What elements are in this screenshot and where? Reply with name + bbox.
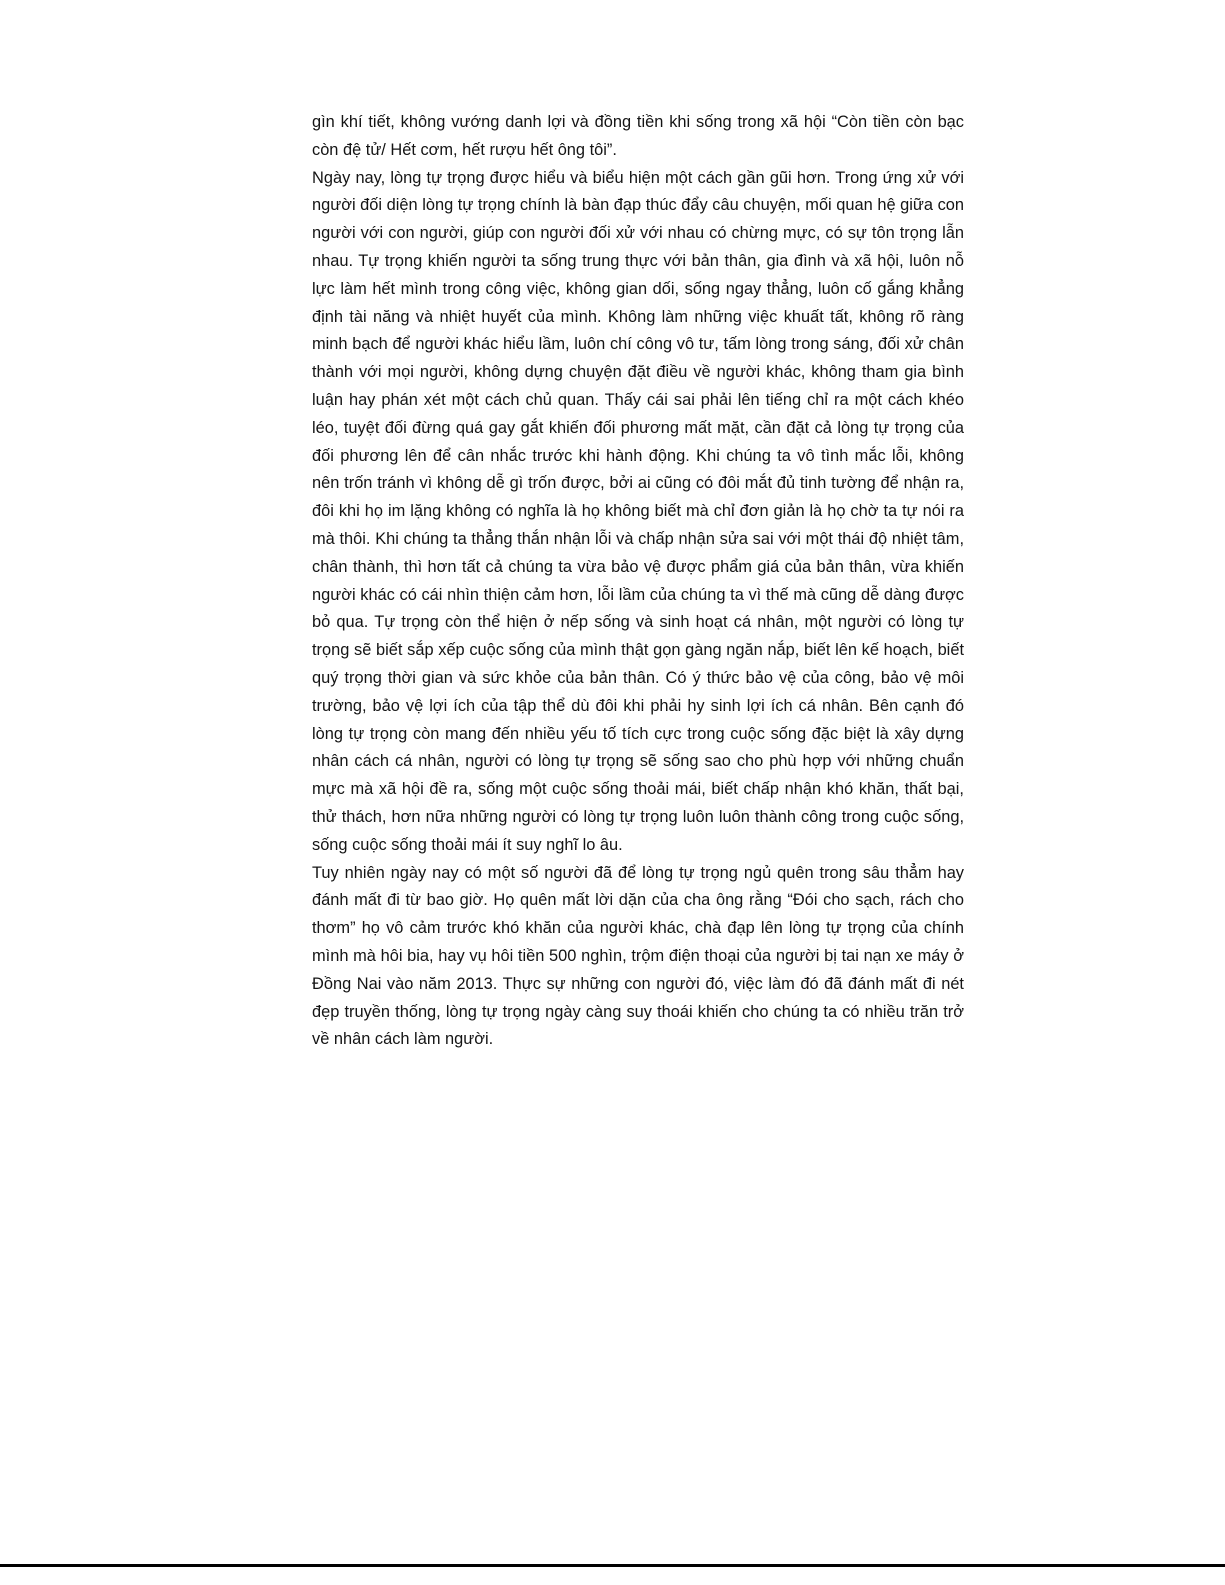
paragraph: Tuy nhiên ngày nay có một số người đã để lòng tự trọng ngủ quên trong sâu thẳm hay đánh mất đi từ bao giờ. Họ quên mất lời dặn của cha ông rằng “Đói cho sạch, rách cho thơm” họ vô cảm trước khó khăn của người khác, chà đạp lên lòng tự trọng của chính mình mà hôi bia, hay vụ hôi tiền 500 nghìn, trộm điện thoại của người bị tai nạn xe máy ở Đồng Nai vào năm 2013. Thực sự những con người đó, việc làm đó đã đánh mất đi nét đẹp truyền thống, lòng tự trọng ngày càng suy thoái khiến cho chúng ta có nhiều trăn trở về nhân cách làm người.: [312, 863, 964, 1049]
page-bottom-border: [0, 1564, 1225, 1567]
paragraph: gìn khí tiết, không vướng danh lợi và đồng tiền khi sống trong xã hội “Còn tiền còn bạc còn đệ tử/ Hết cơm, hết rượu hết ông tôi”.: [312, 113, 964, 159]
paragraph: Ngày nay, lòng tự trọng được hiểu và biểu hiện một cách gần gũi hơn. Trong ứng xử với người đối diện lòng tự trọng chính là bàn đạp thúc đẩy câu chuyện, mối quan hệ giữa con người với con người, giúp con người đối xử với nhau có chừng mực, có sự tôn trọng lẫn nhau. Tự trọng khiến người ta sống trung thực với bản thân, gia đình và xã hội, luôn nỗ lực làm hết mình trong công việc, không gian dối, sống ngay thẳng, luôn cố gắng khẳng định tài năng và nhiệt huyết của mình. Không làm những việc khuất tất, không rõ ràng minh bạch để người khác hiểu lầm, luôn chí công vô tư, tấm lòng trong sáng, đối xử chân thành với mọi người, không dựng chuyện đặt điều về người khác, không tham gia bình luận hay phán xét một cách chủ quan. Thấy cái sai phải lên tiếng chỉ ra một cách khéo léo, tuyệt đối đừng quá gay gắt khiến đối phương mất mặt, cần đặt cả lòng tự trọng của đối phương lên để cân nhắc trước khi hành động. Khi chúng ta vô tình mắc lỗi, không nên trốn tránh vì không dễ gì trốn được, bởi ai cũng có đôi mắt đủ tinh tường để nhận ra, đôi khi họ im lặng không có nghĩa là họ không biết mà chỉ đơn giản là họ chờ ta tự nói ra mà thôi. Khi chúng ta thẳng thắn nhận lỗi và chấp nhận sửa sai với một thái độ nhiệt tâm, chân thành, thì hơn tất cả chúng ta vừa bảo vệ được phẩm giá của bản thân, vừa khiến người khác có cái nhìn thiện cảm hơn, lỗi lầm của chúng ta vì thế mà cũng dễ dàng được bỏ qua. Tự trọng còn thể hiện ở nếp sống và sinh hoạt cá nhân, một người có lòng tự trọng sẽ biết sắp xếp cuộc sống của mình thật gọn gàng ngăn nắp, biết lên kế hoạch, biết quý trọng thời gian và sức khỏe của bản thân. Có ý thức bảo vệ của công, bảo vệ môi trường, bảo vệ lợi ích của tập thể dù đôi khi phải hy sinh lợi ích cá nhân. Bên cạnh đó lòng tự trọng còn mang đến nhiều yếu tố tích cực trong cuộc sống đặc biệt là xây dựng nhân cách cá nhân, người có lòng tự trọng sẽ sống sao cho phù hợp với những chuẩn mực mà xã hội đề ra, sống một cuộc sống thoải mái, biết chấp nhận khó khăn, thất bại, thử thách, hơn nữa những người có lòng tự trọng luôn luôn thành công trong cuộc sống, sống cuộc sống thoải mái ít suy nghĩ lo âu.: [312, 168, 964, 854]
document-body: [312, 109, 964, 1054]
